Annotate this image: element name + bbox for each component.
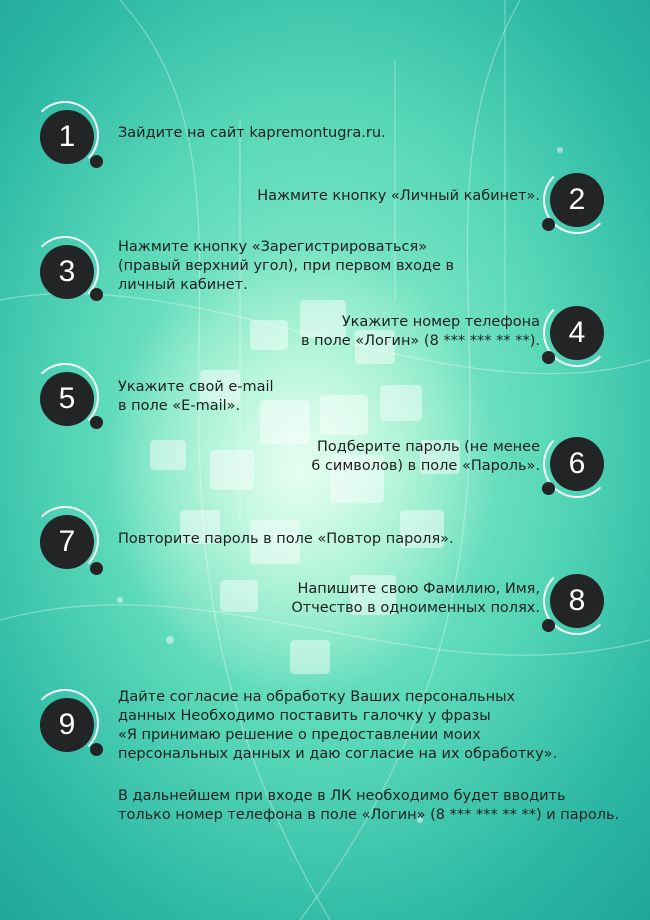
step-7-text: Повторите пароль в поле «Повтор пароля». [118, 531, 454, 547]
step-4-number: 4 [550, 306, 604, 360]
step-8-text: Напишите свою Фамилию, Имя, Отчество в одноименных полях. [291, 581, 540, 616]
step-4-text: Укажите номер телефона в поле «Логин» (8 *** *** ** **). [300, 314, 540, 349]
step-3-text: Нажмите кнопку «Зарегистрироваться» (правый верхний угол), при первом входе в личный кабинет. [118, 239, 455, 293]
step-7-number: 7 [40, 515, 94, 569]
step-8-number: 8 [550, 574, 604, 628]
step-2-number: 2 [550, 173, 604, 227]
step-9-number: 9 [40, 698, 94, 752]
step-1-text: Зайдите на сайт kapremontugra.ru. [118, 125, 386, 141]
step-8-dot [542, 619, 555, 632]
step-6-number: 6 [550, 437, 604, 491]
footer-note: В дальнейшем при входе в ЛК необходимо будет вводить только номер телефона в поле «Логин» (8 *** *** ** **) и пароль. [118, 788, 620, 823]
step-5-dot [90, 416, 103, 429]
step-1-number: 1 [40, 110, 94, 164]
step-9-dot [90, 743, 103, 756]
step-6-dot [542, 482, 555, 495]
step-3-dot [90, 288, 103, 301]
step-9-text: Дайте согласие на обработку Ваших персональных данных Необходимо поставить галочку у фразы «Я принимаю решение о предоставлении моих персональных данных и даю согласие на их обработку». [118, 689, 558, 762]
step-4-dot [542, 351, 555, 364]
step-7-dot [90, 562, 103, 575]
step-1-dot [90, 155, 103, 168]
step-2-dot [542, 218, 555, 231]
step-6-text: Подберите пароль (не менее 6 символов) в поле «Пароль». [311, 439, 540, 474]
step-5-text: Укажите свой e-mail в поле «E-mail». [118, 379, 274, 414]
step-5-number: 5 [40, 372, 94, 426]
step-3-number: 3 [40, 245, 94, 299]
step-2-text: Нажмите кнопку «Личный кабинет». [257, 188, 540, 204]
